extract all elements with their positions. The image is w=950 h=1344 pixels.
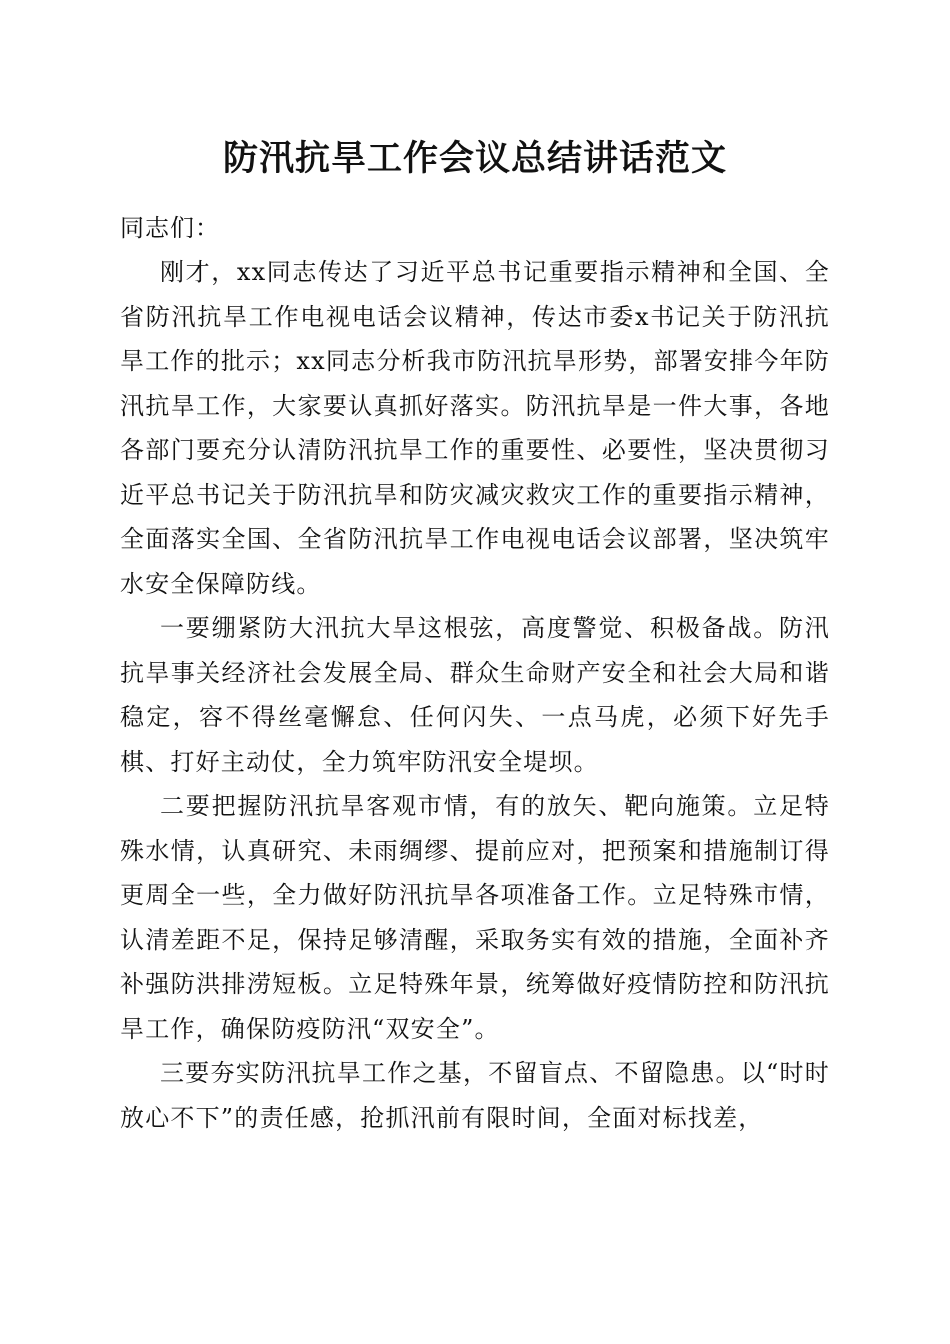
paragraph-intro: 刚才，xx同志传达了习近平总书记重要指示精神和全国、全省防汛抗旱工作电视电话会议精神，传达市委x书记关于防汛抗旱工作的批示；xx同志分析我市防汛抗旱形势，部署安排今年防汛抗旱工作，大家要认真抓好落实。防汛抗旱是一件大事，各地各部门要充分认清防汛抗旱工作的重要性、必要性，坚决贯彻习近平总书记关于防汛抗旱和防灾减灾救灾工作的重要指示精神，全面落实全国、全省防汛抗旱工作电视电话会议部署，坚决筑牢水安全保障防线。 <box>120 258 830 598</box>
paragraph-point-one: 一要绷紧防大汛抗大旱这根弦，高度警觉、积极备战。防汛抗旱事关经济社会发展全局、群众生命财产安全和社会大局和谐稳定，容不得丝毫懈怠、任何闪失、一点马虎，必须下好先手棋、打好主动仗，全力筑牢防汛安全堤坝。 <box>120 614 830 776</box>
salutation: 同志们： <box>120 214 220 242</box>
paragraph-point-three: 三要夯实防汛抗旱工作之基，不留盲点、不留隐患。以“时时放心不下”的责任感，抢抓汛前有限时间，全面对标找差， <box>120 1059 830 1132</box>
document-title: 防汛抗旱工作会议总结讲话范文 <box>222 138 727 179</box>
paragraph-point-two: 二要把握防汛抗旱客观市情，有的放矢、靶向施策。立足特殊水情，认真研究、未雨绸缪、提前应对，把预案和措施制订得更周全一些，全力做好防汛抗旱各项准备工作。立足特殊市情，认清差距不足，保持足够清醒，采取务实有效的措施，全面补齐补强防洪排涝短板。立足特殊年景，统筹做好疫情防控和防汛抗旱工作，确保防疫防汛“双安全”。 <box>120 792 830 1043</box>
document-body <box>120 206 830 1140</box>
